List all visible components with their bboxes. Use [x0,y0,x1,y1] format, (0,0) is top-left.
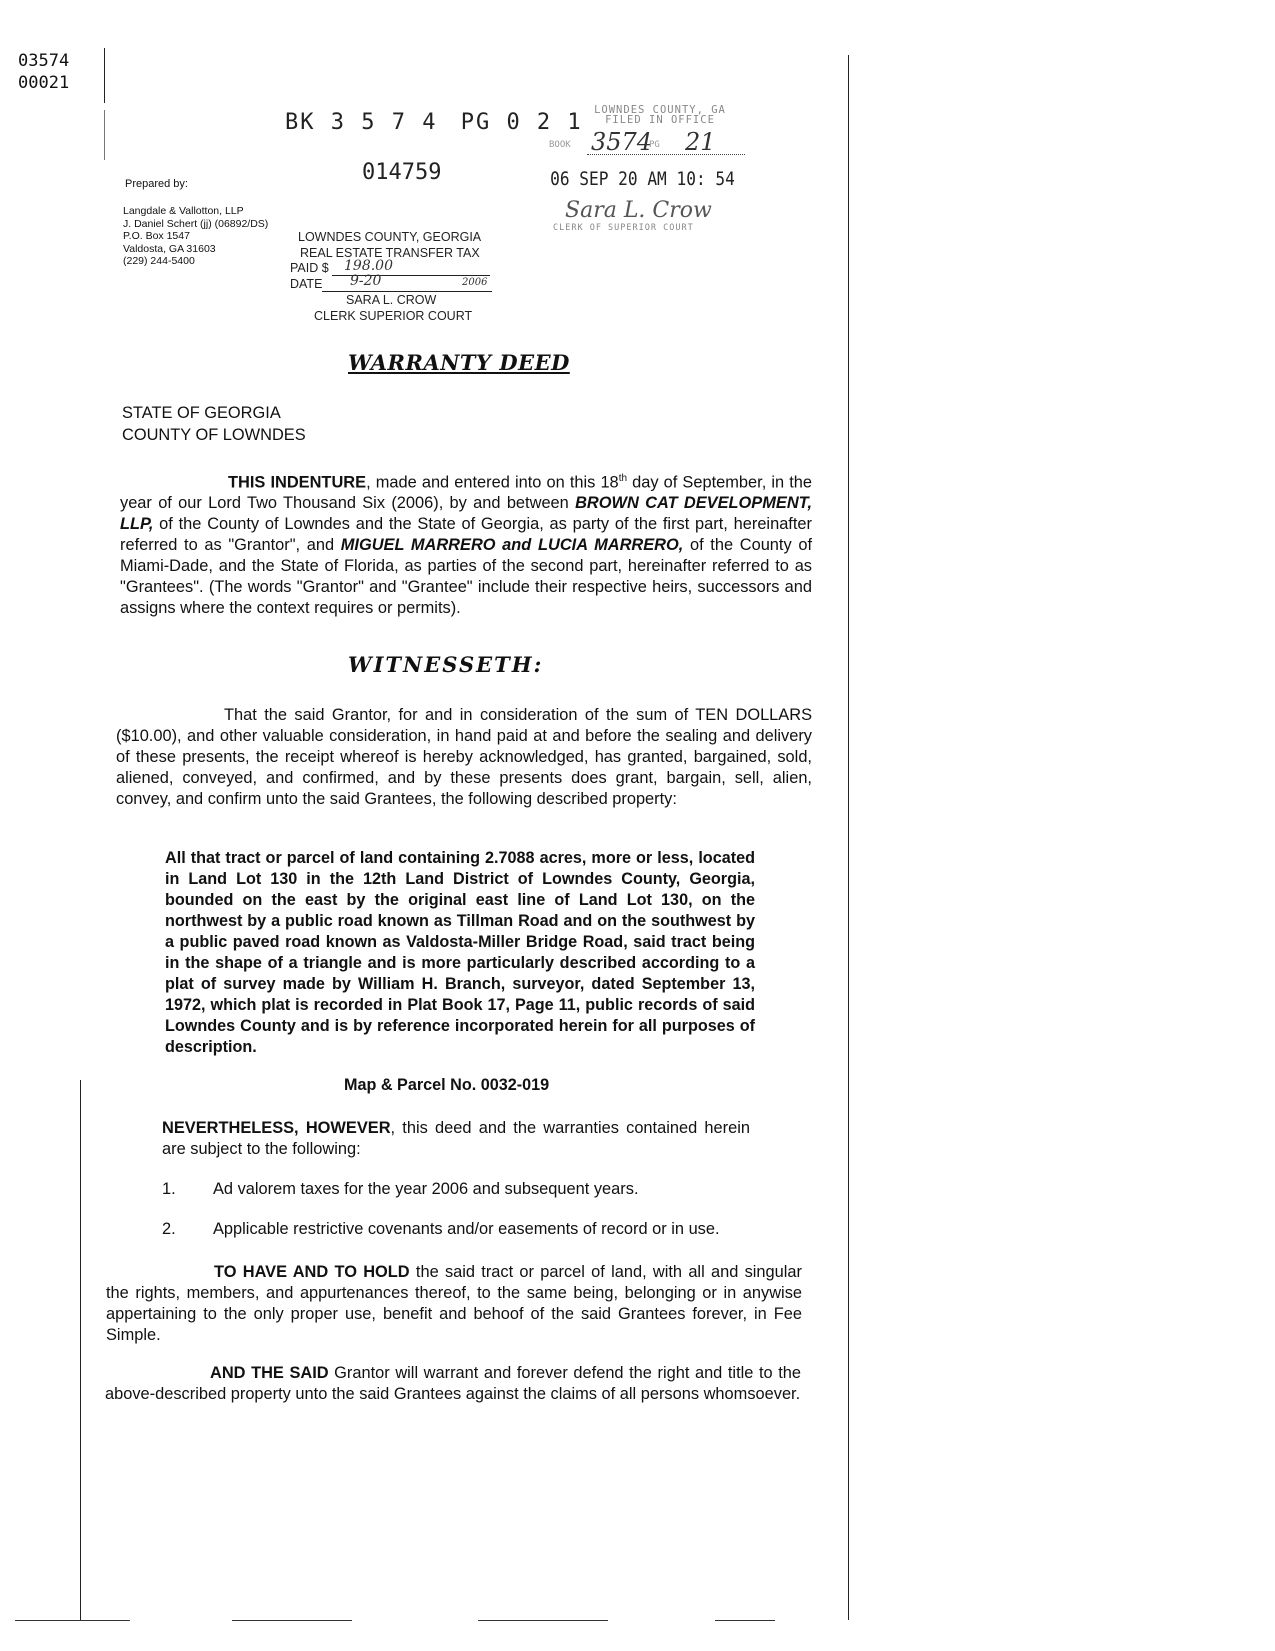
left-border-lower [80,1080,81,1620]
indenture-paragraph [120,468,812,619]
habendum-lead: TO HAVE AND TO HOLD [214,1263,410,1281]
warranty-lead: AND THE SAID [210,1364,329,1382]
book-number: BK 3 5 7 4 [285,110,438,135]
tax-stamp-year: 2006 [462,277,488,288]
tax-stamp-date-row [290,273,500,293]
margin-id-2: 00021 [18,73,70,93]
document-number: 014759 [362,160,442,185]
book-page-stamp [285,110,583,135]
habendum-paragraph [106,1262,802,1346]
county-line: COUNTY OF LOWNDES [122,426,306,444]
filing-stamp [545,104,775,233]
consideration-paragraph: That the said Grantor, for and in consideration of the sum of TEN DOLLARS ($10.00), and other valuable consideration, in hand paid at and before the sealing and delivery of these presents, the receipt whereof is hereby acknowledged, has granted, bargained, sold, aliened, conveyed, and confirmed, and by these presents does grant, bargain, sell, alien, convey, and confirm unto the said Grantees, the following described property: [116,706,812,808]
transfer-tax-stamp [290,230,500,324]
indenture-text-3: of the County of Lowndes and the State of Georgia, as party of the first part, hereinafter referred to as "Grantor", and [120,515,812,555]
filing-page-hand: 21 [685,128,716,156]
bottom-line-3 [478,1620,608,1621]
tax-stamp-date-value: 9-20 [350,273,382,289]
tax-stamp-date-label: DATE [290,277,323,291]
warranty-text: Grantor will warrant and forever defend the right and title to the above-described property unto the said Grantees against the claims of all persons whomsoever. [105,1364,801,1403]
bottom-line-4 [715,1620,775,1621]
margin-file-ids [18,50,69,94]
prepared-by-line: Valdosta, GA 31603 [123,242,216,255]
left-margin-line [104,48,105,103]
habendum-text: the said tract or parcel of land, with all and singular the rights, members, and appurtenances thereof, to the same being, belonging or in anywise appertaining to the only proper use, benefit and behoof of the said Grantees forever, in Fee Simple. [106,1263,802,1344]
map-parcel-number: Map & Parcel No. 0032-019 [344,1076,550,1094]
filing-stamp-book-row: BOOK 3574 PG 21 [545,128,775,158]
exception-number: 2. [162,1220,176,1238]
tax-stamp-paid-label: PAID $ [290,261,329,275]
tax-stamp-clerk-title: CLERK SUPERIOR COURT [314,308,473,323]
prepared-by-line: (229) 244-5400 [123,255,195,267]
bottom-line-1 [15,1620,130,1621]
filing-stamp-county: LOWNDES COUNTY, GA [594,104,726,116]
bottom-line-2 [232,1620,352,1621]
indenture-text-4: of the County of Miami-Dade, and the State of Florida, as parties of the second part, hereinafter referred to as "Grantees". (The words "Grantor" and "Grantee" include their respective heirs, successors and assigns where the context requires or permits). [120,536,812,618]
document-title: WARRANTY DEED [348,350,570,375]
nevertheless-lead: NEVERTHELESS, HOWEVER [162,1119,391,1137]
tax-stamp-title: REAL ESTATE TRANSFER TAX [300,245,480,260]
exception-text: Applicable restrictive covenants and/or easements of record or in use. [213,1220,720,1238]
filing-book-hand: 3574 [591,128,653,156]
tax-stamp-county: LOWNDES COUNTY, GEORGIA [298,230,482,244]
prepared-by-line: Langdale & Vallotton, LLP [123,205,244,217]
prepared-by-label: Prepared by: [125,178,188,190]
legal-description: All that tract or parcel of land containing 2.7088 acres, more or less, located in Land Lot 130 in the 12th Land District of Lowndes County, Georgia, bounded on the east by the original east line of Land Lot 130, on the northwest by a public road known as Tillman Road and on the southwest by a public paved road known as Valdosta-Miller Bridge Road, said tract being in the shape of a triangle and is more particularly described according to a plat of survey made by William H. Branch, surveyor, dated September 13, 1972, which plat is recorded in Plat Book 17, Page 11, public records of said Lowndes County and is by reference incorporated herein for all purposes of description. [165,849,755,1056]
prepared-by-line: P.O. Box 1547 [123,230,190,242]
right-border-line [848,55,849,1620]
page-number: PG 0 2 1 [460,110,583,135]
witnesseth-heading: WITNESSETH: [348,652,544,677]
indenture-lead: THIS INDENTURE [228,473,367,492]
state-line: STATE OF GEORGIA [122,404,281,422]
grantee-names: MIGUEL MARRERO and LUCIA MARRERO, [340,536,684,555]
grantor-name: BROWN CAT DEVELOPMENT, LLP, [120,494,812,534]
margin-id-1: 03574 [18,51,70,71]
tax-stamp-clerk-name: SARA L. CROW [346,293,437,307]
filing-datetime: 06 SEP 20 AM 10: 54 [550,168,735,190]
filing-stamp-filed: FILED IN OFFICE [605,114,715,126]
clerk-signature: Sara L. Crow [565,198,712,223]
prepared-by-address [123,205,268,268]
exception-number: 1. [162,1180,176,1198]
nevertheless-text: , this deed and the warranties contained herein are subject to the following: [162,1119,750,1158]
indenture-text-1: , made and entered into on this 18 [366,473,619,492]
exception-text: Ad valorem taxes for the year 2006 and subsequent years. [213,1180,639,1198]
tax-stamp-paid-value: 198.00 [344,258,393,274]
left-margin-line-2 [104,110,105,160]
warranty-paragraph [105,1363,801,1405]
indenture-text-2: day of September, in the year of our Lord Two Thousand Six (2006), by and between [120,473,813,513]
filing-clerk: CLERK OF SUPERIOR COURT [553,223,694,233]
indenture-sup: th [618,473,628,484]
nevertheless-paragraph [162,1118,750,1160]
prepared-by-line: J. Daniel Schert (jj) (06892/DS) [123,217,269,230]
